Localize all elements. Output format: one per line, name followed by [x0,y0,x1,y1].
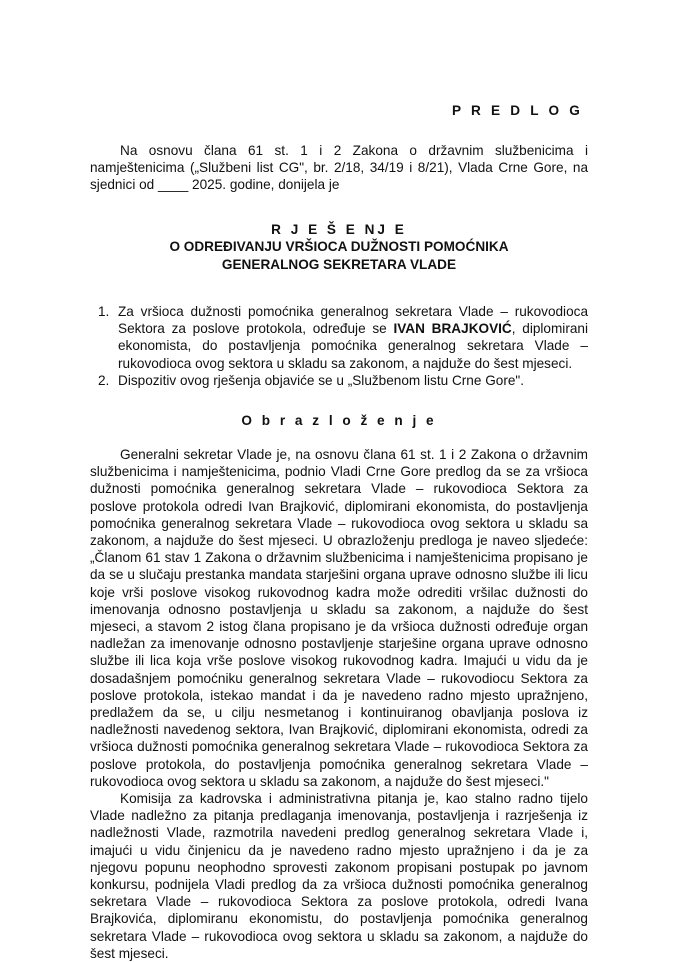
item-1-text-post: , diplomirani ekonomista, do postavljenja pomoćnika generalnog sekretara Vlade – rukovodioca ovog sektora u skladu sa zakonom, a najduže do šest mjeseci. [118,321,588,371]
item-number: 1. [98,304,110,319]
title-line-3: GENERALNOG SEKRETARA VLADE [221,256,457,272]
obrazlozenje-heading: O b r a z l o ž e n j e [241,413,437,428]
predlog-label: P R E D L O G [452,103,583,118]
obrazlozenje-body [90,446,588,962]
title-line-2: O ODREĐIVANJU VRŠIOCA DUŽNOSTI POMOĆNIKA [169,239,509,255]
body-paragraph-1: Generalni sekretar Vlade je, na osnovu člana 61 st. 1 i 2 Zakona o državnim službenicima i namještenicima, podnio Vladi Crne Gore predlog da se za vršioca dužnosti pomoćnika generalnog sekretara Vlade – rukovodioca Sektora za poslove protokola odredi Ivan Brajković, diplomirani ekonomista, do postavljenja pomoćnika generalnog sekretara Vlade – rukovodioca ovog sektora u skladu sa zakonom, a najduže do šest mjeseci. U obrazloženju predloga je naveo sljedeće: „Članom 61 stav 1 Zakona o državnim službenicima i namještenicima propisano je da se u slučaju prestanka mandata starješini organa uprave odnosno službe ili licu koje vrši poslove visokog rukovodnog kadra može odrediti vršilac dužnosti do imenovanja odnosno postavljenja u skladu sa zakonom, a najduže do šest mjeseci, a stavom 2 istog člana propisano je da vršioca dužnosti određuje organ nadležan za imenovanje odnosno postavljenje starješine organa uprave odnosno službe ili lica koja vrše poslove visokog rukovodnog kadra. Imajući u vidu da je dosadašnjem pomoćniku generalnog sekretara Vlade – rukovodiocu Sektora za poslove protokola, istekao mandat i da je navedeno radno mjesto upražnjeno, predlažem da se, u cilju nesmetanog i kontinuiranog obavljanja poslova iz nadležnosti navedenog sektora, Ivan Brajković, diplomirani ekonomista, odredi za vršioca dužnosti pomoćnika generalnog sekretara Vlade – rukovodioca Sektora za poslove protokola, do postavljenja pomoćnika generalnog sekretara Vlade – rukovodioca ovog sektora u skladu sa zakonom, a najduže do šest mjeseci." [90,447,588,789]
body-paragraph-2: Komisija za kadrovska i administrativna pitanja je, kao stalno radno tijelo Vlade nadležno za pitanja predlaganja imenovanja, postavljenja i razrješenja iz nadležnosti Vlade, razmotrila navedeni predlog generalnog sekretara Vlade i, imajući u vidu činjenicu da je navedeno radno mjesto upražnjeno i da je za njegovu popunu neophodno sprovesti zakonom propisani postupak po javnom konkursu, podnijela Vladi predlog da za vršioca dužnosti pomoćnika generalnog sekretara Vlade – rukovodioca Sektora za poslove protokola, odredi Ivana Brajkovića, diplomiranu ekonomistu, do postavljenja pomoćnika generalnog sekretara Vlade – rukovodioca ovog sektora u skladu sa zakonom, a najduže do šest mjeseci. [90,791,588,961]
decision-item-2 [90,372,588,389]
title-resenje: R J E Š E NJ E [271,222,407,237]
item-2-text: Dispozitiv ovog rješenja objaviće se u „Službenom listu Crne Gore". [118,372,525,388]
item-number: 2. [98,372,110,388]
decision-title [90,221,588,273]
intro-paragraph: Na osnovu člana 61 st. 1 i 2 Zakona o državnim službenicima i namještenicima („Službeni list CG", br. 2/18, 34/19 i 8/21), Vlada Crne Gore, na sjednici od ____ 2025. godine, donijela je [90,143,588,193]
appointee-name: IVAN BRAJKOVIĆ [393,321,512,337]
item-1-text-pre: Za vršioca dužnosti pomoćnika generalnog sekretara Vlade – rukovodioca Sektora za poslove protokola, određuje se [118,304,588,337]
decision-items [90,303,588,389]
decision-item-1 [90,303,588,372]
